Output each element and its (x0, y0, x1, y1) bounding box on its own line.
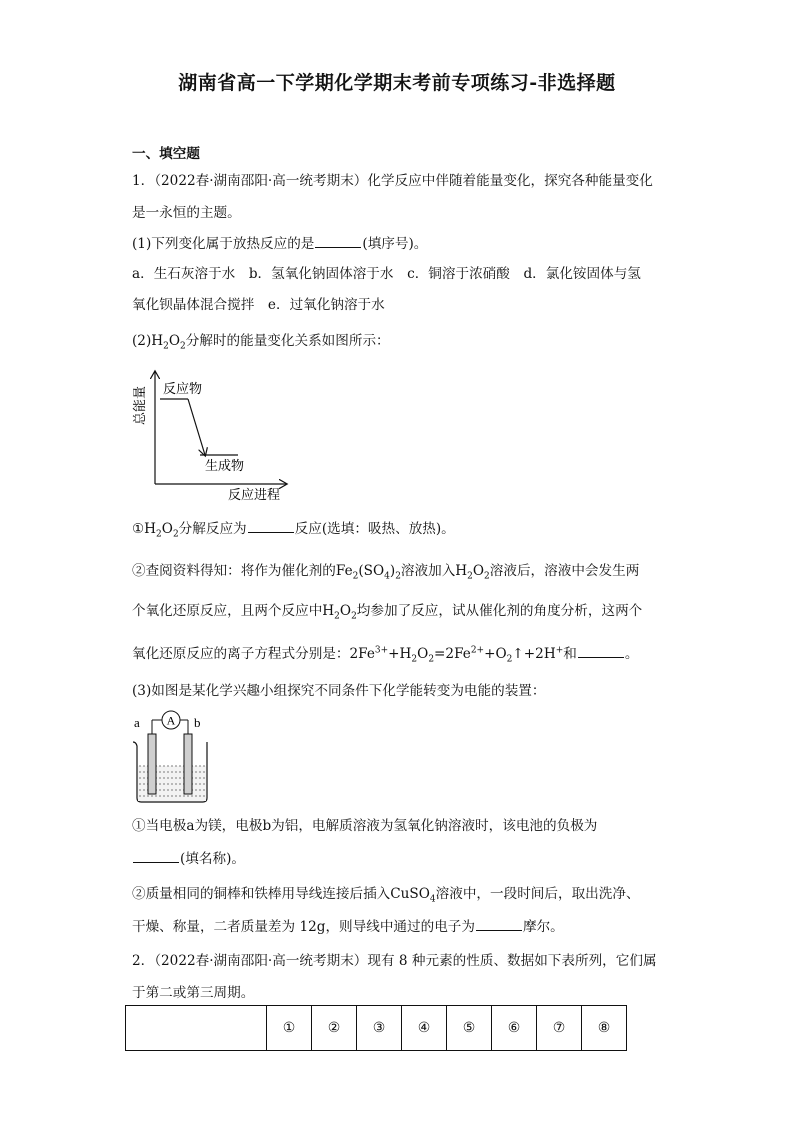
text-fragment: 分解时的能量变化关系如图所示： (185, 333, 390, 349)
subscript: 2 (156, 529, 162, 540)
q1-stem-line1: 1．（2022春·湖南邵阳·高一统考期末）化学反应中伴随着能量变化，探究各种能量变化 (132, 173, 653, 189)
y-axis-label (132, 386, 147, 425)
subscript: 2 (395, 571, 401, 582)
product-label: 生成物 (205, 458, 245, 473)
text-fragment: +O (484, 646, 507, 662)
text-fragment: 干燥、称量，二者质量差为 12g，则导线中通过的电子为 (132, 919, 475, 935)
subscript: 2 (163, 341, 169, 352)
element-table (125, 1005, 627, 1051)
table-col-header: ⑥ (492, 1006, 537, 1051)
electrode-a-label: a (134, 715, 140, 730)
answer-blank[interactable] (133, 848, 179, 863)
table-col-header: ⑤ (447, 1006, 492, 1051)
subscript: 4 (384, 571, 390, 582)
q1-sub4-line1 (132, 884, 640, 904)
q1-sub4-line2 (132, 916, 564, 937)
text-fragment: (SO (358, 563, 385, 579)
table-col-header: ⑧ (582, 1006, 627, 1051)
text-fragment: +H (388, 646, 412, 662)
text-fragment: 。 (624, 646, 639, 662)
table-col-header: ④ (402, 1006, 447, 1051)
table-col-header: ① (267, 1006, 312, 1051)
q1-sub2-line1 (132, 561, 639, 581)
q1-part3: (3)如图是某化学兴趣小组探究不同条件下化学能转变为电能的装置： (132, 683, 546, 699)
subscript: 4 (429, 894, 436, 905)
text-fragment: ②查阅资料得知：将作为催化剂的Fe (132, 563, 353, 579)
q1-options-line1: a．生石灰溶于水 b．氢氧化钠固体溶于水 c．铜溶于浓硝酸 d．氯化铵固体与氢 (132, 266, 641, 282)
text-fragment: (2)H (132, 333, 164, 349)
table-col-header: ⑦ (537, 1006, 582, 1051)
q2-stem-line1: 2．（2022春·湖南邵阳·高一统考期末）现有 8 种元素的性质、数据如下表所列，它们属 (132, 953, 657, 969)
q1-part1-suffix: (填序号)。 (362, 236, 428, 252)
subscript: 2 (180, 341, 186, 352)
text-fragment: 分解反应为 (178, 521, 247, 537)
section-heading: 一、填空题 (132, 146, 200, 162)
text-fragment: ②质量相同的铜棒和铁棒用导线连接后插入CuSO (132, 886, 430, 902)
text-fragment: 均参加了反应，试从催化剂的角度分析，这两个 (356, 603, 643, 619)
text-fragment: O (472, 563, 485, 579)
text-fragment: 溶液中，一段时间后，取出洗净、 (435, 886, 640, 902)
page-title: 湖南省高一下学期化学期末考前专项练习-非选择题 (178, 72, 616, 94)
subscript: 2 (351, 611, 357, 622)
superscript: 2+ (470, 645, 485, 656)
table-row (126, 1006, 627, 1051)
q1-sub2-line3 (132, 643, 638, 664)
subscript: 2 (428, 654, 435, 665)
ammeter-label: A (166, 713, 176, 728)
subscript: 2 (467, 571, 473, 582)
q1-sub3-line1: ①当电极a为镁，电极b为铝，电解质溶液为氢氧化钠溶液时，该电池的负极为 (132, 818, 598, 834)
q1-part2 (132, 331, 390, 351)
subscript: 2 (352, 571, 359, 582)
energy-diagram (128, 362, 298, 504)
text-fragment: ①H (132, 521, 157, 537)
text-fragment: O (168, 333, 181, 349)
subscript: 2 (506, 654, 513, 665)
q1-options-line2: 氧化钡晶体混合搅拌 e．过氧化钠溶于水 (132, 297, 385, 313)
subscript: 2 (484, 571, 490, 582)
answer-blank[interactable] (476, 916, 522, 931)
q1-stem-line2: 是一永恒的主题。 (132, 205, 241, 221)
table-col-header: ③ (357, 1006, 402, 1051)
answer-blank[interactable] (315, 233, 361, 248)
table-header-cell (126, 1006, 267, 1051)
subscript: 2 (411, 654, 418, 665)
text-fragment: 摩尔。 (522, 919, 564, 935)
electrode-a (148, 734, 156, 794)
text-fragment: O (417, 646, 429, 662)
electrode-b-label: b (194, 715, 201, 730)
q1-part1 (132, 233, 427, 254)
text-fragment: O (161, 521, 173, 537)
q1-sub2-line2 (132, 601, 642, 621)
text-fragment: 个氧化还原反应，且两个反应中H (132, 603, 335, 619)
x-axis-label: 反应进程 (228, 487, 281, 502)
subscript: 2 (334, 611, 340, 622)
svg-text:总能量: 总能量 (132, 386, 147, 426)
text-fragment: 反应(选填：吸热、放热)。 (294, 521, 455, 537)
text-fragment: O (339, 603, 352, 619)
text-fragment: ↑+2H (512, 646, 556, 662)
table-col-header: ② (312, 1006, 357, 1051)
q1-part1-text: (1)下列变化属于放热反应的是 (132, 236, 315, 252)
subscript: 2 (172, 529, 179, 540)
text-fragment: 溶液加入H (400, 563, 468, 579)
answer-blank[interactable] (248, 518, 294, 533)
reactant-label: 反应物 (163, 381, 203, 396)
text-fragment: ) (389, 563, 396, 579)
q1-sub1 (132, 518, 455, 539)
q2-stem-line2: 于第二或第三周期。 (132, 985, 255, 1001)
superscript: + (555, 645, 564, 656)
superscript: 3+ (374, 645, 389, 656)
text-fragment: 和 (563, 646, 577, 662)
text-fragment: =2Fe (434, 646, 471, 662)
q1-sub3-line2 (132, 848, 245, 869)
text-fragment: (填名称)。 (180, 851, 245, 867)
text-fragment: 氧化还原反应的离子方程式分别是：2Fe (132, 646, 375, 662)
galvanic-cell-diagram (130, 706, 220, 808)
electrode-b (184, 734, 192, 794)
answer-blank[interactable] (578, 643, 624, 658)
text-fragment: 溶液后，溶液中会发生两 (489, 563, 640, 579)
